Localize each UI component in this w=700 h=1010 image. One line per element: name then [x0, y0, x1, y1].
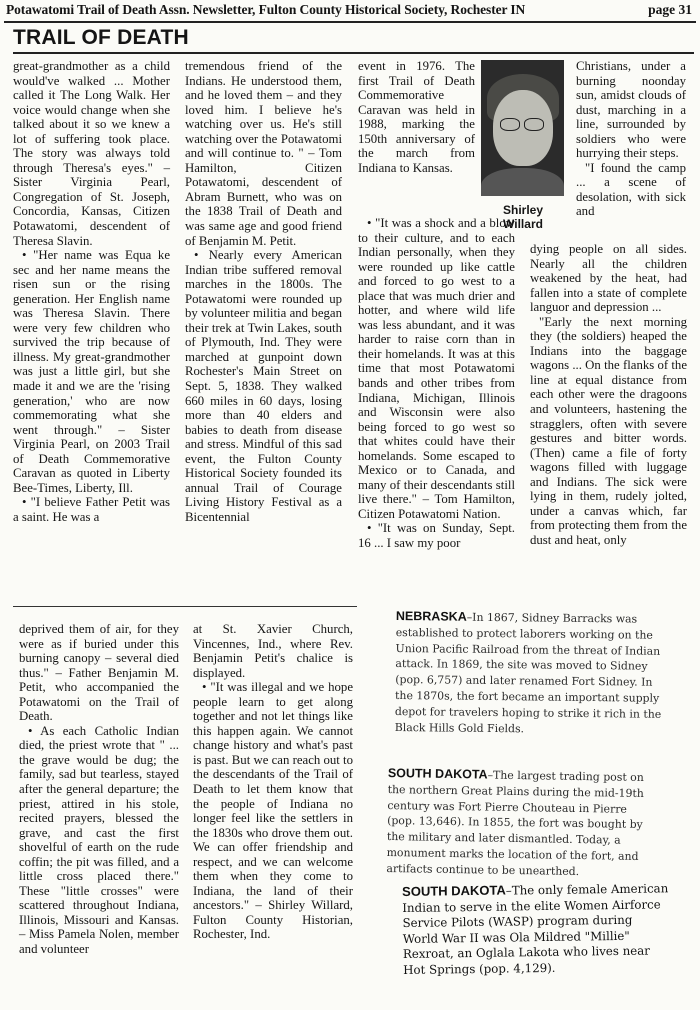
article-column-4-top — [576, 59, 686, 219]
fact-text: –The largest trading post on the northern Great Plains during the mid-19th century was Fort Pierre Chouteau in Pierre (pop. 13,646). In 1855, the fort was bought by the military and later dismantled. Today, a monument marks the location of the fort, and artifacts continue to be unearthed. — [386, 768, 644, 878]
paragraph: • "Her name was Equa ke sec and her name means the risen sun or the rising generation. Her English name was Theresa Slavin. There were very few children who survived the trip because of illness. My great-grandmother was just a little girl, but she made it and we are the 'rising generation,' who are now commemorating what she went through." – Sister Virginia Pearl, on 2003 Trail of Death Commemorative Caravan as quoted in Liberty Bee-Times, Liberty, Ill. — [13, 248, 170, 495]
newsletter-title: Potawatomi Trail of Death Assn. Newsletter, Fulton County Historical Society, Rochester IN — [6, 2, 526, 17]
fact-text: –The only female American Indian to serve in the elite Women Airforce Service Pilots (WASP) program during World War II was Ola Mildred "Millie" Rexroat, an Oglala Lakota who lives near Hot Springs (pop. 4,129). — [402, 881, 669, 977]
paragraph: • "It was a shock and a blow to their culture, and to each Indian personally, when they were rounded up like cattle and forced to go west to a place that was much drier and hotter, and where wild life was less abundant, and it was harder to raise corn than in their homelands. It was at this time that most Potawatomi bands and other tribes from Indiana, Michigan, Illinois and Wisconsin were also being forced to go west so that whites could have their homelands. Some escaped to Mexico or to Canada, and many of their descendants still live there." – Tom Hamilton, Citizen Potawatomi Nation. — [358, 216, 515, 521]
fact-nebraska — [395, 609, 664, 738]
paragraph: • "It was illegal and we hope people learn to get along together and not let things like this happen again. We cannot change history and what's past is past. But we can reach out to the descendants of the Trail of Death to let them know that the people of Indiana no longer feel like the settlers in the 1830s who drove them out. We can offer friendship and respect, and we can welcome them when they come to Indiana, the land of their ancestors." – Shirley Willard, Fulton County Historian, Rochester, Ind. — [193, 680, 353, 942]
fact-place: NEBRASKA — [395, 609, 467, 624]
article-column-3-bottom — [358, 216, 515, 551]
section-divider — [13, 606, 357, 607]
fact-place: SOUTH DAKOTA — [402, 882, 506, 899]
newsletter-header — [4, 2, 696, 22]
fact-south-dakota-1 — [386, 766, 650, 881]
paragraph: great-grandmother as a child would've walked ... Mother called it The Long Walk. Her voice would change when she talked about it so we knew a lot of suffering took place. The story was always told through Theresa's eyes." – Sister Virginia Pearl, Congregation of St. Joseph, Concordia, Kansas, Citizen Potawatomi, descendent of Theresa Slavin. — [13, 59, 170, 248]
page-number: page 31 — [648, 2, 692, 17]
portrait-photo — [481, 60, 564, 196]
paragraph: dying people on all sides. Nearly all the children weakened by the heat, had fallen into a state of complete languor and depression ... — [530, 242, 687, 315]
paragraph: • "I believe Father Petit was a saint. He was a — [13, 495, 170, 524]
article-column-4-bottom — [530, 242, 687, 547]
article-heading: TRAIL OF DEATH — [13, 26, 189, 49]
caption-last-name: Willard — [503, 217, 543, 231]
article-column-2 — [185, 59, 342, 525]
heading-rule — [13, 52, 694, 54]
article-column-3-top — [358, 59, 475, 175]
article-column-5 — [19, 622, 179, 957]
paragraph: "Early the next morning they (the soldiers) heaped the Indians into the baggage wagons ... On the flanks of the line at equal distance from each other were the dragoons and volunteers, hastening the stragglers, often with severe gestures and bitter words. (Then) came a file of forty wagons filled with luggage and Indians. The sick were lying in them, rudely jolted, under a canvas which, far from protecting them from the dust and heat, only — [530, 314, 687, 547]
photo-glasses — [500, 118, 546, 130]
article-column-6 — [193, 622, 353, 942]
photo-shoulders — [481, 168, 564, 196]
article-column-1 — [13, 59, 170, 525]
header-rule — [4, 21, 696, 23]
fact-text: –In 1867, Sidney Barracks was established to protect laborers working on the Union Pacific Railroad from the threat of Indian attack. In 1869, the site was moved to Sidney (pop. 6,757) and later renamed Fort Sidney. In the 1870s, the fort became an important supply depot for travelers hoping to strike it rich in the Black Hills Gold Fields. — [394, 610, 662, 735]
fact-place: SOUTH DAKOTA — [387, 766, 488, 782]
caption-first-name: Shirley — [502, 203, 544, 217]
paragraph: at St. Xavier Church, Vincennes, Ind., where Rev. Benjamin Petit's chalice is displayed. — [193, 622, 353, 680]
paragraph: Christians, under a burning noonday sun, amidst clouds of dust, marching in a line, surrounded by soldiers who were hurrying their steps. — [576, 59, 686, 161]
paragraph: deprived them of air, for they were as if buried under this burning canopy – several died thus." – Father Benjamin M. Petit, who accompanied the Potawatomi on the Trail of Death. — [19, 622, 179, 724]
paragraph: "I found the camp ... a scene of desolation, with sick and — [576, 160, 686, 219]
fact-south-dakota-2 — [402, 880, 671, 978]
paragraph: tremendous friend of the Indians. He understood them, and he loved them – and they loved him. I believe he's watching over us. He's still watching over the Potawatomi and will continue to. " – Tom Hamilton, Citizen Potawatomi, descendent of Abram Burnett, who was on the 1838 Trail of Death and was same age and good friend of Benjamin M. Petit. — [185, 59, 342, 248]
paragraph: • As each Catholic Indian died, the priest wrote that " ... the grave would be dug; the family, sad but tearless, stayed after the general departure; the priest, attired in his stole, recited prayers, blessed the grave, and cast the first shovelful of earth on the rude coffin; the pit was filled, and a little cross placed there." These "little crosses" were scattered throughout Indiana, Illinois, Missouri and Kansas. – Miss Pamela Nolen, member and volunteer — [19, 723, 179, 957]
paragraph: event in 1976. The first Trail of Death Commemorative Caravan was held in 1988, marking the 150th anniversary of the march from Indiana to Kansas. — [358, 59, 475, 175]
paragraph: • "It was on Sunday, Sept. 16 ... I saw my poor — [358, 521, 515, 551]
paragraph: • Nearly every American Indian tribe suffered removal marches in the 1800s. The Potawatomi were rounded up by volunteer militia and began their trek at Twin Lakes, south of Plymouth, Ind. They were marched at gunpoint down Rochester's Main Street on Sept. 5, 1838. They walked 660 miles in 60 days, losing more than 40 elders and babies to death from disease and stress. Mindful of this sad event, the Fulton County Historical Society founded its annual Trail of Courage Living History Festival as a Bicentennial — [185, 248, 342, 524]
